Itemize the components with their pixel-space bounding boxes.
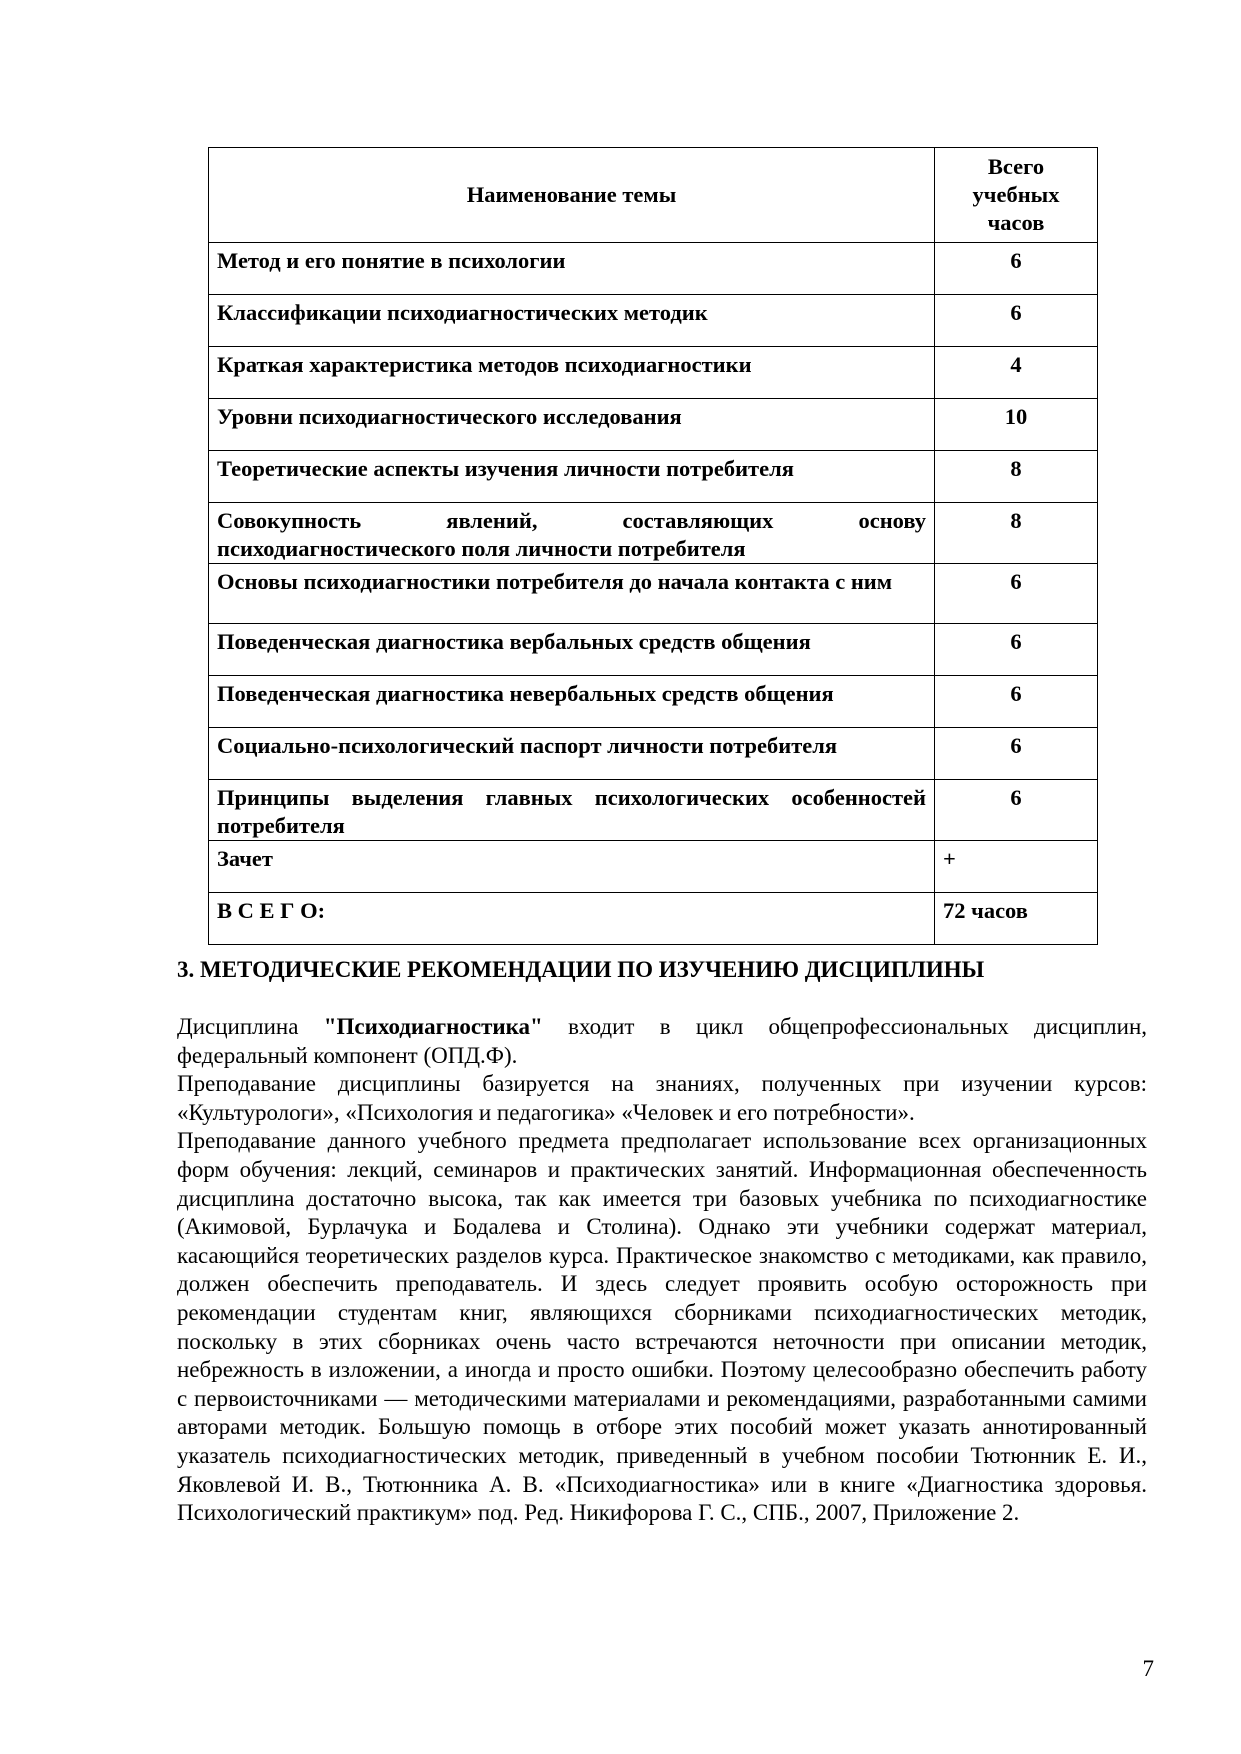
topic-hours: 6 (935, 243, 1098, 295)
topic-name: Теоретические аспекты изучения личности потребителя (209, 451, 935, 503)
section-body (177, 1013, 1147, 1528)
page-number: 7 (1142, 1656, 1154, 1681)
topic-hours: 6 (935, 780, 1098, 841)
table-row (209, 780, 1098, 841)
header-hours (935, 148, 1098, 243)
credit-label: Зачет (209, 841, 935, 893)
table-row (209, 451, 1098, 503)
table-row (209, 676, 1098, 728)
topic-hours: 10 (935, 399, 1098, 451)
table-row (209, 243, 1098, 295)
topic-hours: 6 (935, 564, 1098, 624)
topic-name: Принципы выделения главных психологических особенностей потребителя (209, 780, 935, 841)
table-row (209, 728, 1098, 780)
topic-name: Основы психодиагностики потребителя до начала контакта с ним (209, 564, 935, 624)
header-hours-line1: Всего (987, 154, 1045, 179)
table-row (209, 503, 1098, 564)
paragraph-2: Преподавание дисциплины базируется на знаниях, полученных при изучении курсов: «Культурологи», «Психология и педагогика» «Человек и его потребности». (177, 1071, 1147, 1125)
topics-table (208, 147, 1098, 945)
topic-hours: 6 (935, 676, 1098, 728)
table-row (209, 624, 1098, 676)
table-row (209, 347, 1098, 399)
credit-row (209, 841, 1098, 893)
table-header-row (209, 148, 1098, 243)
paragraph-1 (177, 1013, 1147, 1070)
topic-hours: 6 (935, 728, 1098, 780)
topic-name: Поведенческая диагностика вербальных средств общения (209, 624, 935, 676)
credit-value: + (935, 841, 1098, 893)
total-value: 72 часов (935, 893, 1098, 945)
header-hours-line2: учебных (972, 182, 1060, 207)
p1-before: Дисциплина (177, 1014, 324, 1039)
topic-name: Уровни психодиагностического исследования (209, 399, 935, 451)
topic-name: Классификации психодиагностических методик (209, 295, 935, 347)
topic-hours: 6 (935, 295, 1098, 347)
total-label: В С Е Г О: (209, 893, 935, 945)
header-topic: Наименование темы (209, 148, 935, 243)
paragraph-3: Преподавание данного учебного предмета предполагает использование всех организационных форм обучения: лекций, семинаров и практических занятий. Информационная обеспеченность дисциплина достаточно высока, так как имеется три базовых учебника по психодиагностике (Акимовой, Бурлачука и Бодалева и Столина). Однако эти учебники содержат материал, касающийся теоретических разделов курса. Практическое знакомство с методиками, как правило, должен обеспечить преподаватель. И здесь следует проявить особую осторожность при рекомендации студентам книг, являющихся сборниками психодиагностических методик, поскольку в этих сборниках очень часто встречаются неточности при описании методик, небрежность в изложении, а иногда и просто ошибки. Поэтому целесообразно обеспечить работу с первоисточниками — методическими материалами и рекомендациями, разработанными самими авторами методик. Большую помощь в отборе этих пособий может указать аннотированный указатель психодиагностических методик, приведенный в учебном пособии Тютюнник Е. И., Яковлевой И. В., Тютюнника А. В. «Психодиагностика» или в книге «Диагностика здоровья. Психологический практикум» под. Ред. Никифорова Г. С., СПБ., 2007, Приложение 2. (177, 1128, 1147, 1526)
topic-name: Совокупность явлений, составляющих основу психодиагностического поля личности потребителя (209, 503, 935, 564)
topic-hours: 4 (935, 347, 1098, 399)
section-heading: 3. МЕТОДИЧЕСКИЕ РЕКОМЕНДАЦИИ ПО ИЗУЧЕНИЮ ДИСЦИПЛИНЫ (177, 957, 985, 982)
topic-name: Социально-психологический паспорт личности потребителя (209, 728, 935, 780)
topic-hours: 8 (935, 503, 1098, 564)
topic-name: Метод и его понятие в психологии (209, 243, 935, 295)
table-row (209, 295, 1098, 347)
header-hours-line3: часов (987, 210, 1045, 235)
p1-discipline-name: "Психодиагностика" (323, 1014, 543, 1039)
p1-after: входит в цикл общепрофессиональных дисциплин, федеральный компонент (ОПД.Ф). (177, 1014, 1147, 1068)
total-row (209, 893, 1098, 945)
topic-hours: 6 (935, 624, 1098, 676)
table-row (209, 564, 1098, 624)
topic-name: Поведенческая диагностика невербальных средств общения (209, 676, 935, 728)
table-row (209, 399, 1098, 451)
topic-hours: 8 (935, 451, 1098, 503)
topic-name: Краткая характеристика методов психодиагностики (209, 347, 935, 399)
